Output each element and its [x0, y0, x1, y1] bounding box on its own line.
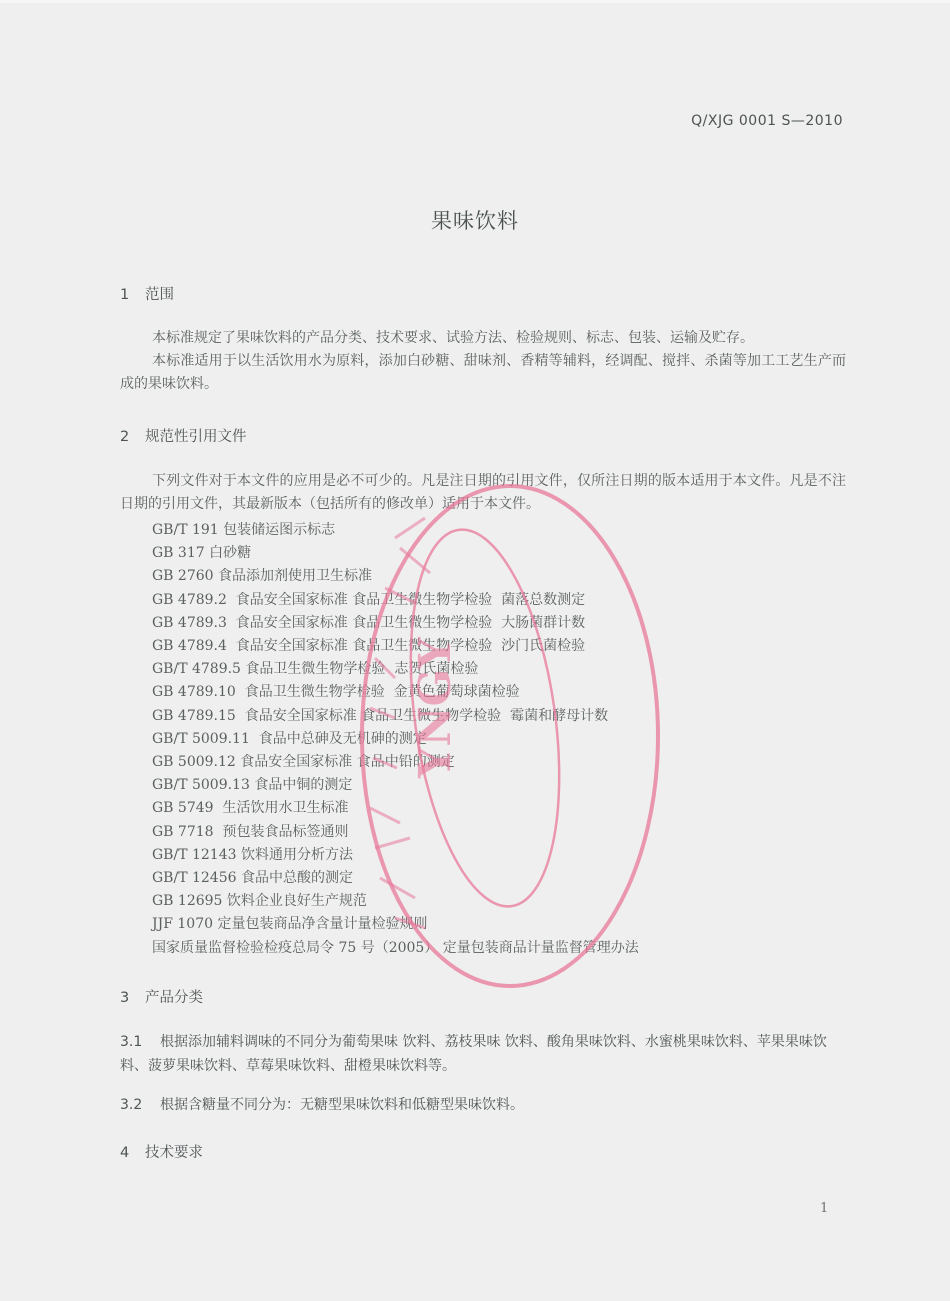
- section-1-paragraph: 本标准规定了果味饮料的产品分类、技术要求、试验方法、检验规则、标志、包装、运输及贮存。: [152, 330, 754, 346]
- reference-item: GB/T 12456 食品中总酸的测定: [152, 870, 353, 887]
- reference-item: GB 7718 预包装食品标签通则: [152, 823, 349, 840]
- section-4-heading: [120, 1141, 203, 1162]
- clause-number: 3.2: [120, 1097, 143, 1113]
- page-top-edge: [0, 0, 950, 3]
- section-1-paragraph: 本标准适用于以生活饮用水为原料，添加白砂糖、甜味剂、香精等辅料，经调配、搅拌、杀菌等加工工艺生产而成的果味饮料。: [120, 353, 846, 392]
- clause-text: 根据含糖量不同分为：无糖型果味饮料和低糖型果味饮料。: [160, 1097, 524, 1113]
- clause-3-1: [120, 1030, 850, 1078]
- clause-text: 根据添加辅料调味的不同分为葡萄果味 饮料、荔枝果味 饮料、酸角果味饮料、水蜜桃果味饮料、苹果果味饮料、菠萝果味饮料、草莓果味饮料、甜橙果味饮料等。: [120, 1034, 827, 1074]
- reference-item: GB/T 4789.5 食品卫生微生物学检验 志贺氏菌检验: [152, 661, 479, 678]
- reference-item: GB 12695 饮料企业良好生产规范: [152, 893, 367, 910]
- reference-item: GB 5009.12 食品安全国家标准 食品中铅的测定: [152, 754, 455, 771]
- reference-item: GB 4789.10 食品卫生微生物学检验 金黄色葡萄球菌检验: [152, 684, 520, 701]
- section-2-intro: 下列文件对于本文件的应用是必不可少的。凡是注日期的引用文件，仅所注日期的版本适用于本文件。凡是不注日期的引用文件，其最新版本（包括所有的修改单）适用于本文件。: [120, 473, 846, 512]
- reference-item: 国家质量监督检验检疫总局令 75 号（2005） 定量包装商品计量监督管理办法: [152, 939, 639, 956]
- reference-item: GB 317 白砂糖: [152, 545, 252, 562]
- section-title: 技术要求: [145, 1145, 203, 1161]
- reference-item: GB 4789.4 食品安全国家标准 食品卫生微生物学检验 沙门氏菌检验: [152, 638, 586, 655]
- section-2-heading: [120, 425, 247, 446]
- clause-number: 3.1: [120, 1034, 143, 1050]
- stamp-inner-letters: YNGY: [410, 637, 461, 778]
- section-number: 1: [120, 287, 130, 303]
- reference-item: GB 5749 生活饮用水卫生标准: [152, 800, 349, 817]
- page-number: 1: [820, 1201, 829, 1216]
- reference-item: JJF 1070 定量包装商品净含量计量检验规则: [152, 916, 428, 933]
- section-3-heading: [120, 986, 203, 1007]
- section-number: 4: [120, 1145, 130, 1161]
- section-title: 规范性引用文件: [145, 429, 247, 445]
- document-code: Q/XJG 0001 S—2010: [691, 113, 843, 129]
- reference-item: GB 4789.3 食品安全国家标准 食品卫生微生物学检验 大肠菌群计数: [152, 614, 586, 631]
- section-title: 范围: [145, 287, 174, 303]
- reference-item: GB/T 5009.11 食品中总砷及无机砷的测定: [152, 730, 427, 747]
- reference-item: GB/T 12143 饮料通用分析方法: [152, 846, 353, 863]
- section-number: 3: [120, 990, 130, 1006]
- reference-item: GB 2760 食品添加剂使用卫生标准: [152, 568, 373, 585]
- normative-references-list: [152, 519, 639, 960]
- reference-item: GB/T 191 包装储运图示标志: [152, 522, 336, 538]
- reference-item: GB/T 5009.13 食品中铜的测定: [152, 777, 353, 794]
- document-title: 果味饮料: [431, 209, 519, 233]
- reference-item: GB 4789.15 食品安全国家标准 食品卫生微生物学检验 霉菌和酵母计数: [152, 707, 609, 724]
- section-number: 2: [120, 429, 130, 445]
- section-title: 产品分类: [145, 990, 203, 1006]
- section-1-heading: [120, 283, 174, 304]
- clause-3-2: [120, 1093, 850, 1117]
- reference-item: GB 4789.2 食品安全国家标准 食品卫生微生物学检验 菌落总数测定: [152, 591, 586, 608]
